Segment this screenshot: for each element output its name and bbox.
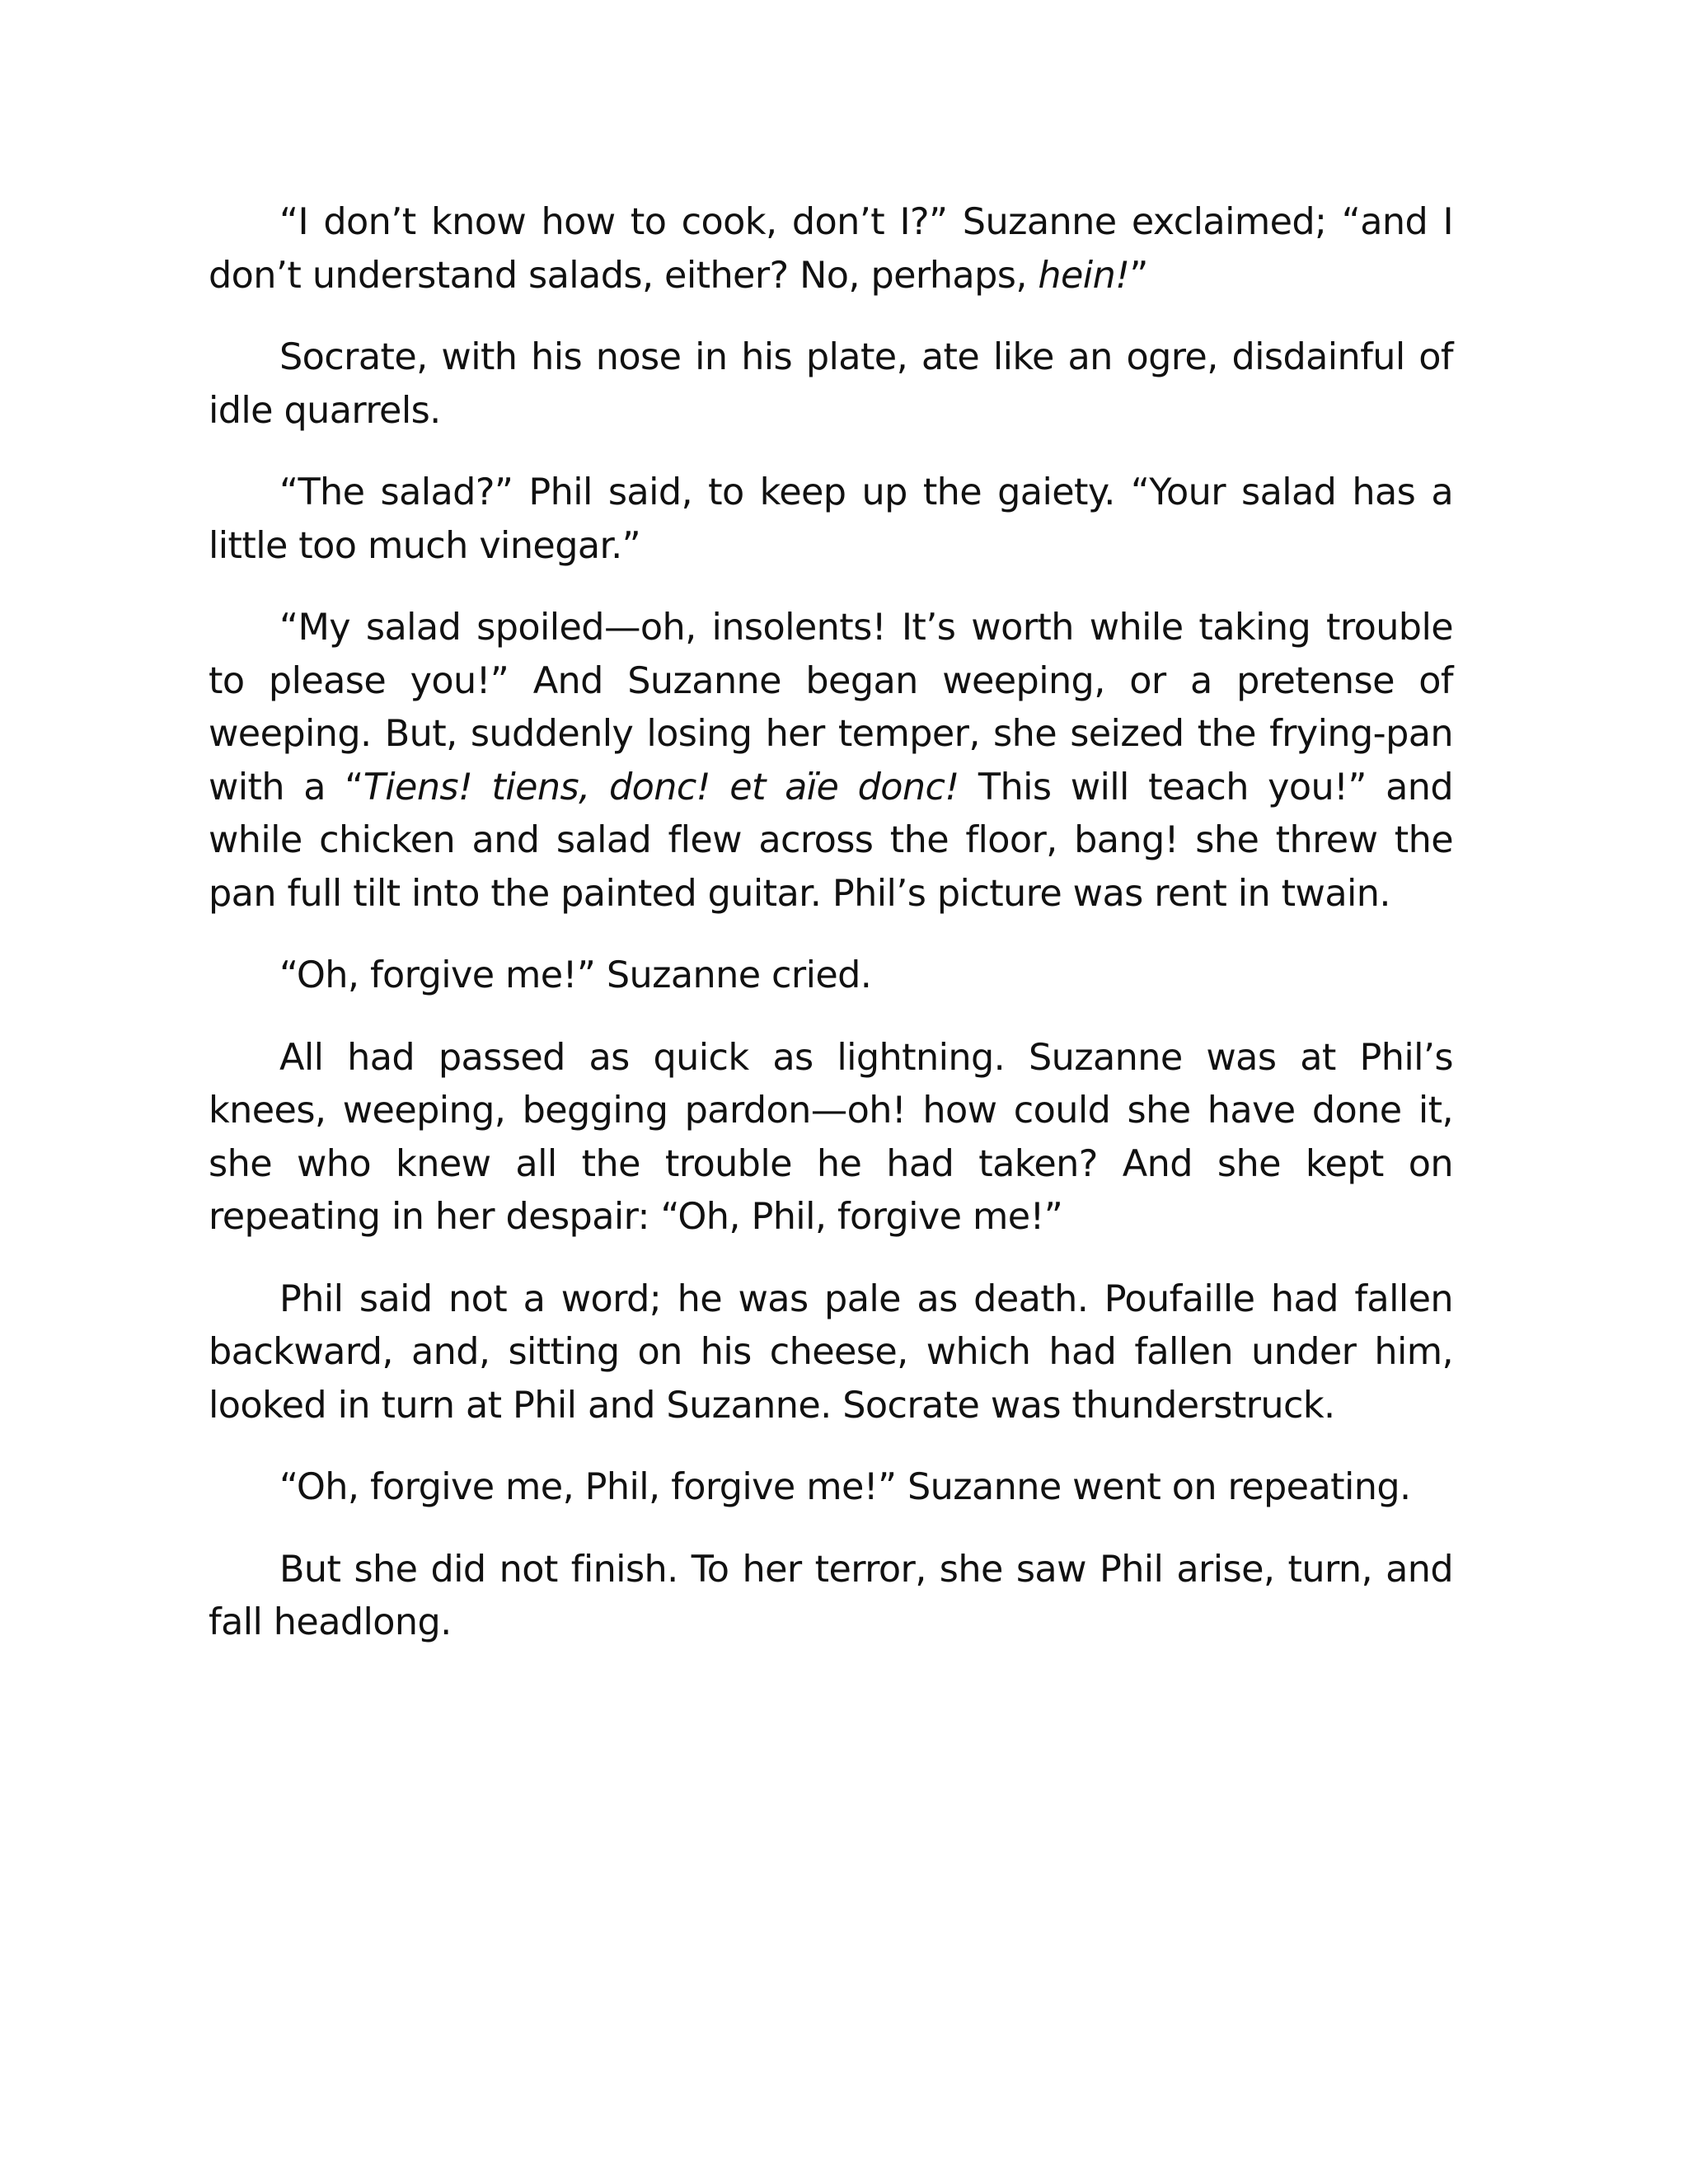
text-segment: “I don’t know how to cook, don’t I?” Suzanne exclaimed; “and I don’t understand salads, either? No, perhaps, [209,201,1453,297]
text-segment: “Oh, forgive me, Phil, forgive me!” Suzanne went on repeating. [279,1466,1411,1508]
text-segment: Socrate, with his nose in his plate, ate like an ogre, disdainful of idle quarrels. [209,336,1453,432]
text-segment: All had passed as quick as lightning. Suzanne was at Phil’s knees, weeping, begging pardon—oh! how could she have done it, she who knew all the trouble he had taken? And she kept on repeating in her despair: “Oh, Phil, forgive me!” [209,1036,1453,1238]
paragraph-5 [209,949,1453,1003]
paragraph-4 [209,602,1453,921]
text-segment: But she did not finish. To her terror, she saw Phil arise, turn, and fall headlong. [209,1548,1453,1643]
paragraph-3 [209,466,1453,573]
paragraph-8 [209,1461,1453,1515]
italic-segment: Tiens! tiens, donc! et aïe donc! [363,766,959,808]
text-segment: This will teach you!” and while chicken and salad flew across the floor, bang! she threw the pan full tilt into the painted guitar. Phil’s picture was rent in twain. [209,766,1453,915]
paragraph-1 [209,196,1453,302]
paragraph-6 [209,1032,1453,1244]
text-segment: “Oh, forgive me!” Suzanne cried. [279,954,872,996]
text-segment: “The salad?” Phil said, to keep up the gaiety. “Your salad has a little too much vinegar.” [209,471,1453,567]
paragraph-7 [209,1273,1453,1433]
italic-segment: hein! [1038,254,1130,297]
text-segment: “My salad spoiled—oh, insolents! It’s worth while taking trouble to please you!” And Suzanne began weeping, or a pretense of weeping. But, suddenly losing her temper, she seized the frying-pan with a “ [209,607,1453,808]
text-segment: Phil said not a word; he was pale as death. Poufaille had fallen backward, and, sitting on his cheese, which had fallen under him, looked in turn at Phil and Suzanne. Socrate was thunderstruck. [209,1277,1453,1427]
paragraph-9 [209,1544,1453,1650]
text-segment: ” [1129,254,1148,297]
page-body [209,196,1453,1679]
paragraph-2 [209,331,1453,438]
